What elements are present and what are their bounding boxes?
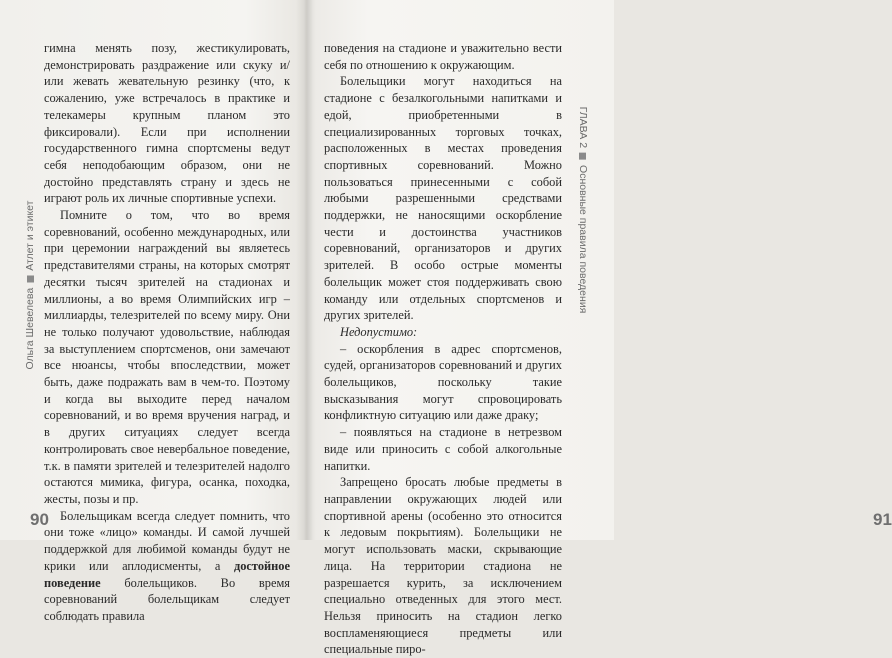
right-page	[308, 0, 892, 657]
page-number-right: 91	[873, 510, 892, 529]
list-item: – оскорбления в адрес спортсменов, судей, организаторов соревнований и других болельщиков, поскольку такие высказывания могут спровоцировать конфликтную ситуацию или даже драку;	[324, 341, 562, 423]
page-number-left: 90	[30, 510, 49, 529]
left-page	[0, 0, 306, 623]
paragraph-text: Болельщикам всегда следует помнить, что они тоже «лицо» команды. И самой лучшей поддержкой для любимой команды будут не крики или аплодисменты, а	[44, 508, 290, 573]
left-page-body	[44, 40, 290, 625]
running-header-book-title: Атлет и этикет	[24, 200, 36, 271]
paragraph	[44, 508, 290, 625]
square-bullet-icon	[27, 276, 34, 283]
paragraph: Болельщики могут находиться на стадионе с безалкогольными напитками и едой, приобретенными в специализированных торговых точках, расположенных в местах проведения спортивных соревнований. Можно пользоваться принесенными с собой любыми разрешенными средствами поддержки, не наносящими оскорбление чести и достоинства участников соревнований, организаторов и других зрителей. В особо острые моменты болельщик может стоя поддерживать свою команду или отдельных спортсменов и других зрителей.	[324, 74, 562, 323]
paragraph	[324, 324, 562, 341]
paragraph: Помните о том, что во время соревнований, особенно международных, или при церемонии награждений вы являетесь представителями страны, на которых смотрят десятки тысяч зрителей на стадионах и миллионы, а во время Олимпийских игр – миллиарды, телезрителей по всему миру. Они не только получают удовольствие, наблюдая за выступлением спортсменов, они замечают все нюансы, чтобы впоследствии, может быть, даже подражать вам в чем-то. Поэтому и когда вы выходите перед началом соревнований, и во время вручения наград, и в других ситуациях следует всегда контролировать свое невербальное поведение, т.к. в памяти зрителей и телезрителей надолго остаются мимика, фигура, осанка, походка, жесты, позы и пр.	[44, 208, 290, 506]
bold-emphasis: достойное поведение	[44, 558, 290, 590]
running-header-chapter-title: Основные правила поведения	[577, 165, 589, 314]
left-running-header	[24, 201, 36, 370]
right-page-body	[324, 40, 562, 658]
paragraph-text: болельщиков. Во время соревнований болельщикам следует соблюдать правила	[44, 575, 290, 623]
running-header-chapter: ГЛАВА 2	[577, 106, 589, 149]
paragraph: гимна менять позу, жестикулировать, демонстрировать раздражение или скуку и/или жевать жевательную резинку (что, к сожалению, уже встречалось в практике и телекамеры крупным планом это фиксировали). Если при исполнении государственного гимна спортсмены ведут себя неподобающим образом, они не достойно представлять страну и здесь не играют роль их личные спортивные успехи.	[44, 41, 290, 206]
square-bullet-icon	[579, 153, 586, 160]
running-header-author: Ольга Шевелева	[24, 287, 36, 370]
paragraph: поведения на стадионе и уважительно вести себя по отношению к окружающим.	[324, 41, 562, 72]
italic-heading: Недопустимо:	[340, 324, 418, 339]
paragraph: Запрещено бросать любые предметы в направлении окружающих людей или спортивной арены (особенно это относится к ледовым покрытиям). Болельщики не могут использовать маски, скрывающие лица. На территории стадиона не разрешается курить, за исключением специально отведенных для этого мест. Нельзя приносить на стадион легко воспламеняющиеся предметы или специальные пиро-	[324, 475, 562, 657]
right-running-header	[577, 107, 589, 314]
list-item: – появляться на стадионе в нетрезвом виде или приносить с собой алкогольные напитки.	[324, 425, 562, 473]
